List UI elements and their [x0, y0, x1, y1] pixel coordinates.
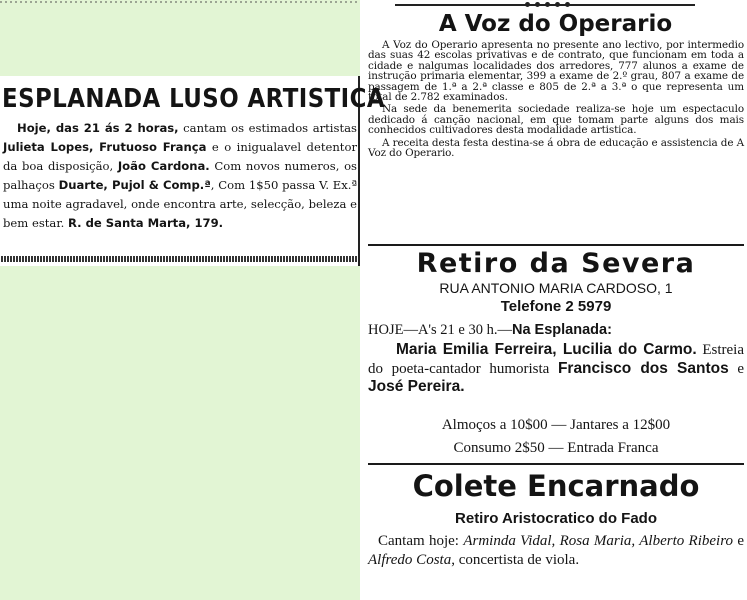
esplanada-artist-2: João Cardona. [117, 159, 210, 173]
divider-2 [368, 463, 744, 465]
esplanada-ad [0, 76, 386, 266]
ornament-rule [395, 3, 695, 7]
retiro-meal-prices: Almoços a 10$00 — Jantares a 12$00 [441, 417, 671, 433]
colete-body: Cantam hoje: Arminda Vidal, Rosa Maria, Alberto Ribeiro e Alfredo Costa, concertista de viola. [368, 533, 744, 568]
esplanada-title: ESPLANADA LUSO ARTISTICA [2, 84, 386, 114]
esplanada-body: Hoje, das 21 ás 2 horas, cantam os estimados artistas Julieta Lopes, Frutuoso França e o inigualavel detentor da boa disposição, João Cardona. Com novos numeros, os palhaços Duarte, Pujol & Comp.ª, Com 1$50 passa V. Ex.ª uma noite agradavel, onde encontra arte, selecção, beleza e bem estar. R. de Santa Marta, 179. [3, 121, 357, 230]
esplanada-artist-1: Julieta Lopes, Frutuoso França [3, 140, 207, 154]
esplanada-artist-3: Duarte, Pujol & Comp.ª [58, 178, 211, 192]
colete-subtitle: Retiro Aristocratico do Fado [455, 510, 657, 527]
retiro-address: RUA ANTONIO MARIA CARDOSO, 1 [439, 280, 673, 296]
retiro-other-performer: José Pereira. [368, 378, 465, 395]
retiro-phone: Telefone 2 5979 [500, 298, 612, 315]
esplanada-time: Hoje, das 21 ás 2 horas, [17, 121, 179, 135]
retiro-prices [368, 414, 744, 460]
top-rule [0, 1, 360, 3]
retiro-singers: Maria Emilia Ferreira, Lucilia do Carmo. [396, 341, 697, 358]
colete-title: Colete Encarnado [412, 469, 700, 503]
retiro-entry-prices: Consumo 2$50 — Entrada Franca [453, 440, 659, 456]
esplanada-bottom-rule [1, 256, 357, 262]
voz-paragraph-1: A Voz do Operario apresenta no presente ano lectivo, por intermedio das suas 42 escolas privativas e de contrato, que funcionam em toda a cidade e nalgumas localidades dos arredores, 777 alunos a exame de instrução primaria elementar, 399 a exame de 2.º grau, 807 a exame de passagem de 1.ª a 2.ª classe e 805 de 2.ª a 3.ª o que representa um total de 2.782 examinados. [368, 39, 744, 104]
voz-article [368, 40, 744, 158]
colete-last-singer: Alfredo Costa [368, 551, 452, 568]
esplanada-address: R. de Santa Marta, 179. [67, 216, 224, 230]
voz-paragraph-3: A receita desta festa destina-se á obra de educação e assistencia de A Voz do Operario. [368, 136, 744, 160]
retiro-humorist: Francisco dos Santos [557, 359, 729, 377]
retiro-performers: Maria Emilia Ferreira, Lucilia do Carmo. Estreia do poeta-cantador humorista Francisco dos Santos e José Pereira. [368, 341, 744, 395]
voz-paragraph-2: Na sede da benemerita sociedade realiza-se hoje um espectaculo dedicado á canção nacional, em que tomam parte alguns dos mais conhecidos cultivadores desta modalidade artistica. [368, 103, 744, 137]
divider-1 [368, 244, 744, 246]
retiro-title: Retiro da Severa [416, 248, 696, 279]
retiro-schedule: HOJE—A's 21 e 30 h.—Na Esplanada: [368, 322, 612, 338]
voz-title: A Voz do Operario [438, 11, 673, 37]
colete-singers: Arminda Vidal, Rosa Maria, Alberto Ribeiro [463, 533, 733, 549]
retiro-esplanada: Na Esplanada: [511, 322, 612, 338]
